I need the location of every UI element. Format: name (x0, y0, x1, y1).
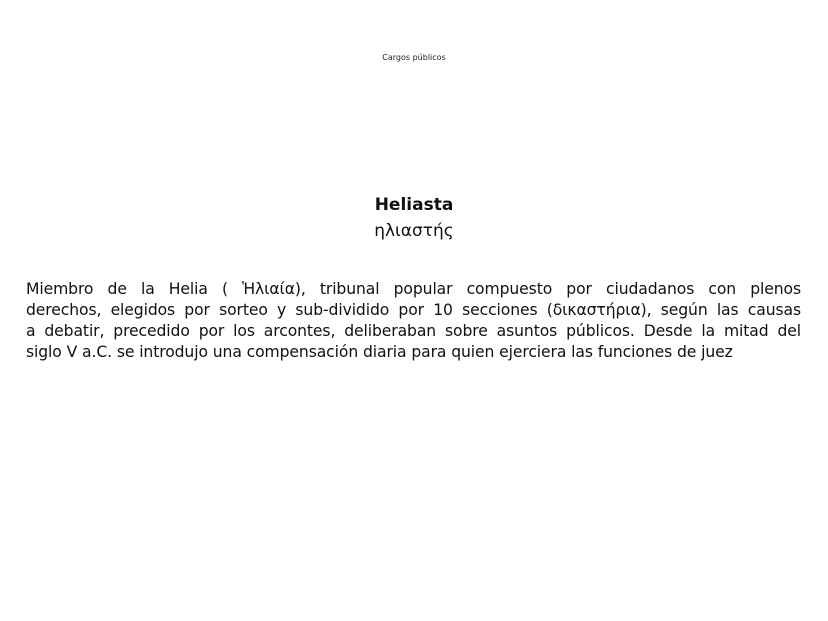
page-header: Cargos públicos (382, 53, 446, 62)
entry-title: Heliasta (374, 195, 454, 215)
definition-line: a debatir, precedido por los arcontes, deliberaban sobre asuntos públicos. Desde la mitad del (26, 322, 801, 340)
entry-greek-term: ηλιαστής (374, 221, 454, 241)
entry-definition (26, 279, 801, 363)
definition-line: Miembro de la Helia ( Ἡλιαία), tribunal popular compuesto por ciudadanos con plenos (26, 280, 801, 298)
definition-line: derechos, elegidos por sorteo y sub-dividido por 10 secciones (δικαστήρια), según las causas (26, 301, 801, 319)
definition-line: siglo V a.C. se introdujo una compensación diaria para quien ejerciera las funciones de juez (26, 343, 733, 361)
